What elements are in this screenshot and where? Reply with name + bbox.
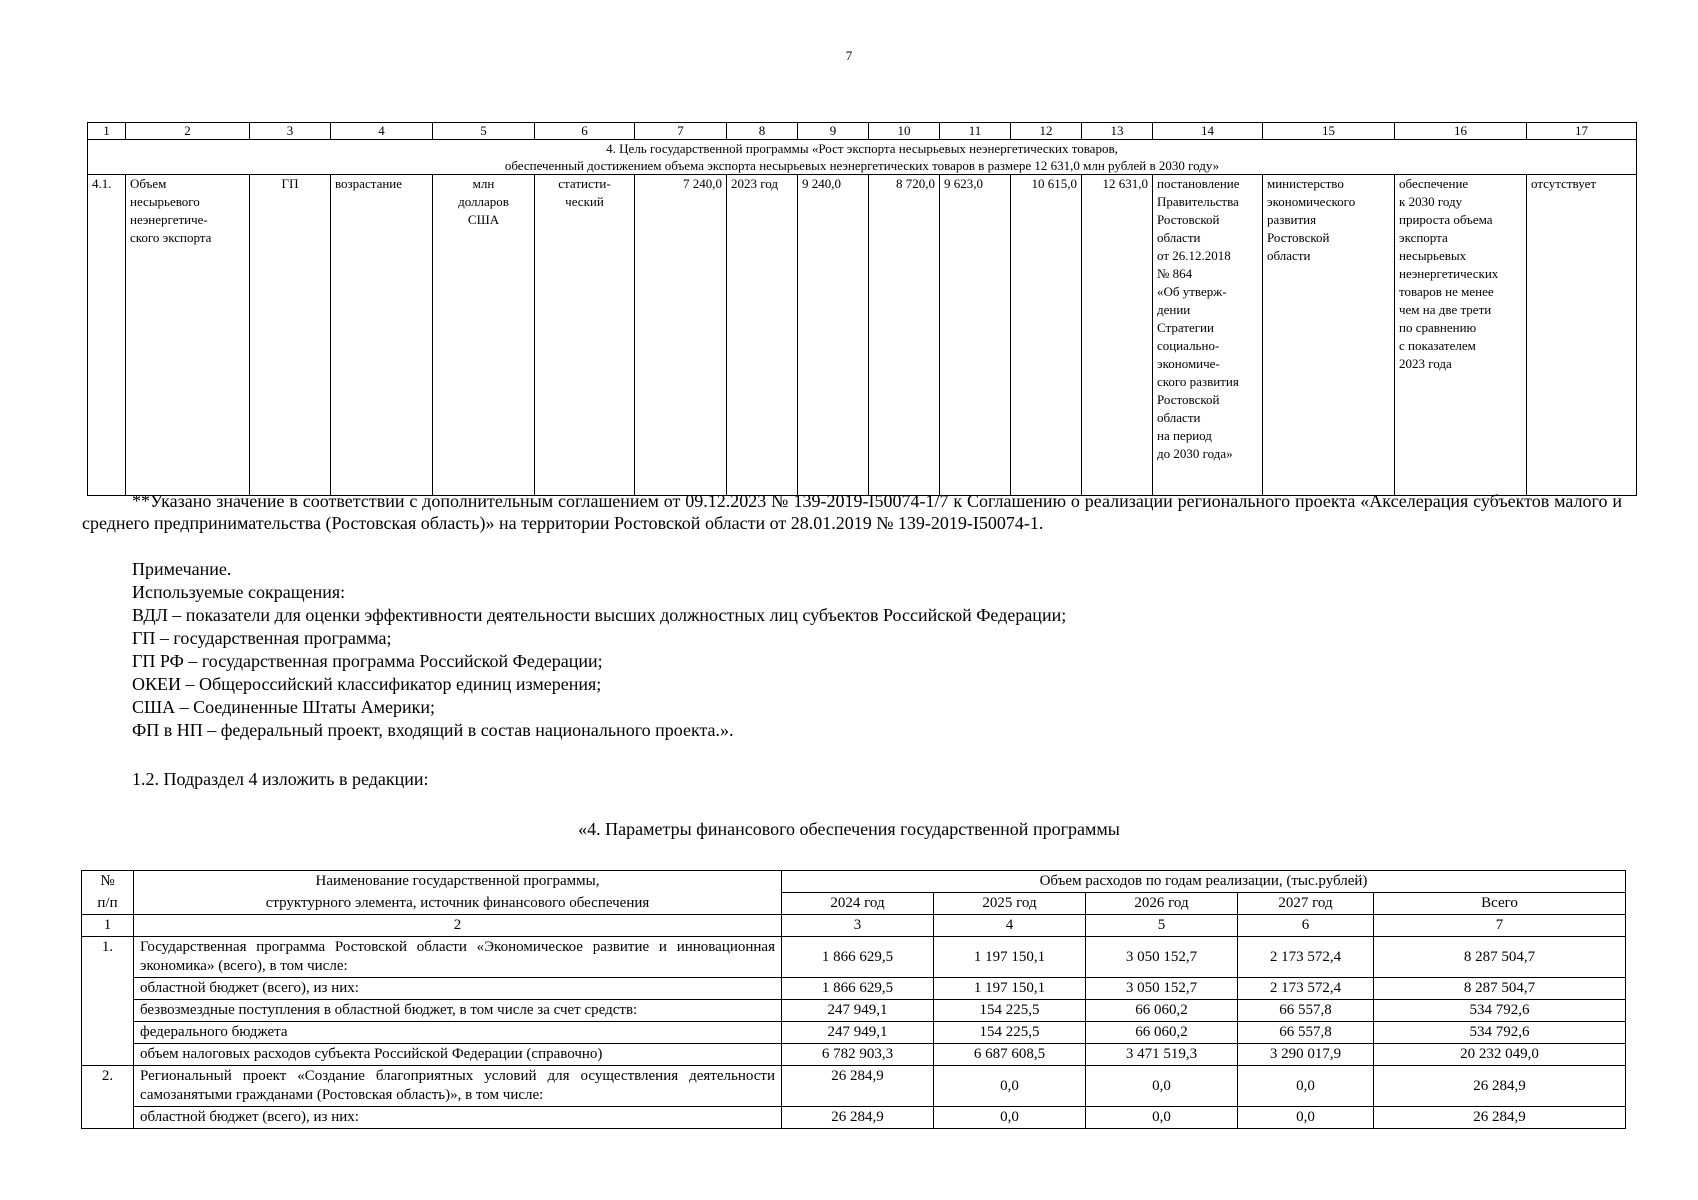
value-cell: 26 284,9 <box>1374 1066 1626 1107</box>
col-num: 16 <box>1395 123 1527 140</box>
text-line: статисти- <box>558 176 611 191</box>
row-name: безвозмездные поступления в областной бюджет, в том числе за счет средств: <box>134 1000 782 1022</box>
base-year: 2023 год <box>727 175 798 496</box>
text-line: экономиче- <box>1157 356 1220 371</box>
info-cell: отсутствует <box>1527 175 1637 496</box>
col-num: 7 <box>1374 915 1626 937</box>
text-line: экспорта <box>1399 230 1448 245</box>
col-num: 17 <box>1527 123 1637 140</box>
table-row <box>82 1022 1626 1044</box>
text-line: Ростовской <box>1157 212 1220 227</box>
abbreviation-item: ВДЛ – показатели для оценки эффективности деятельности высших должностных лиц субъектов Российской Федерации; <box>132 605 1067 625</box>
col-num: 3 <box>250 123 331 140</box>
column-number-row <box>88 123 1637 140</box>
indicator-name <box>126 175 250 496</box>
col-num: 5 <box>1086 915 1238 937</box>
text-line: Ростовской <box>1157 392 1220 407</box>
goal-row <box>88 140 1637 175</box>
value-cell: 8 287 504,7 <box>1374 937 1626 978</box>
header-total: Всего <box>1374 893 1626 915</box>
col-num: 1 <box>88 123 126 140</box>
finance-table <box>81 870 1626 1129</box>
text-line: чем на две трети <box>1399 302 1492 317</box>
abbreviation-item: ГП РФ – государственная программа Российской Федерации; <box>132 651 603 671</box>
header-year: 2025 год <box>934 893 1086 915</box>
text-line: развития <box>1267 212 1317 227</box>
goal-title-line: 4. Цель государственной программы «Рост экспорта несырьевых неэнергетических товаров, <box>606 141 1118 156</box>
indicator-row <box>88 175 1637 496</box>
text-line: Ростовской <box>1267 230 1330 245</box>
value-cell: 8 287 504,7 <box>1374 978 1626 1000</box>
text-line: дении <box>1157 302 1191 317</box>
value-cell: 8 720,0 <box>869 175 940 496</box>
value-cell: 0,0 <box>1238 1107 1374 1129</box>
abbreviations-block <box>132 558 1066 742</box>
text-line: несырьевых <box>1399 248 1467 263</box>
value-cell: 1 197 150,1 <box>934 937 1086 978</box>
text-line: товаров не менее <box>1399 284 1494 299</box>
row-name: областной бюджет (всего), из них: <box>134 978 782 1000</box>
value-cell: 3 050 152,7 <box>1086 937 1238 978</box>
abbreviation-item: ФП в НП – федеральный проект, входящий в состав национального проекта.». <box>132 720 734 740</box>
value-cell: 247 949,1 <box>782 1022 934 1044</box>
header-name: Наименование государственной программы, <box>134 871 782 893</box>
column-number-row <box>82 915 1626 937</box>
value-cell: 6 687 608,5 <box>934 1044 1086 1066</box>
text-line: несырьевого <box>130 194 200 209</box>
text-line: Правительства <box>1157 194 1239 209</box>
col-num: 4 <box>331 123 433 140</box>
indicator-unit <box>433 175 535 496</box>
col-num: 10 <box>869 123 940 140</box>
header-num: п/п <box>82 893 134 915</box>
value-cell: 3 050 152,7 <box>1086 978 1238 1000</box>
indicator-number: 4.1. <box>88 175 126 496</box>
col-num: 11 <box>940 123 1011 140</box>
table-row <box>82 1000 1626 1022</box>
value-cell: 2 173 572,4 <box>1238 937 1374 978</box>
value-cell: 26 284,9 <box>1374 1107 1626 1129</box>
value-cell: 26 284,9 <box>782 1107 934 1129</box>
value-cell: 66 060,2 <box>1086 1000 1238 1022</box>
text-line: долларов <box>458 194 509 209</box>
value-cell: 3 290 017,9 <box>1238 1044 1374 1066</box>
finance-table-title: «4. Параметры финансового обеспечения государственной программы <box>578 819 1120 839</box>
indicator-level: ГП <box>250 175 331 496</box>
text-line: ческий <box>565 194 604 209</box>
table-row <box>82 1044 1626 1066</box>
header-row <box>82 871 1626 893</box>
value-cell: 6 782 903,3 <box>782 1044 934 1066</box>
row-number: 1. <box>82 937 134 1066</box>
value-cell: 154 225,5 <box>934 1022 1086 1044</box>
col-num: 9 <box>798 123 869 140</box>
value-cell: 154 225,5 <box>934 1000 1086 1022</box>
indicator-trend: возрастание <box>331 175 433 496</box>
header-row <box>82 893 1626 915</box>
col-num: 8 <box>727 123 798 140</box>
text-line: социально- <box>1157 338 1220 353</box>
col-num: 4 <box>934 915 1086 937</box>
value-cell: 1 866 629,5 <box>782 937 934 978</box>
value-cell: 0,0 <box>1086 1107 1238 1129</box>
value-cell: 9 240,0 <box>798 175 869 496</box>
value-cell: 534 792,6 <box>1374 1000 1626 1022</box>
text-line: млн <box>472 176 495 191</box>
text-line: министерство <box>1267 176 1344 191</box>
row-name: областной бюджет (всего), из них: <box>134 1107 782 1129</box>
value-cell: 3 471 519,3 <box>1086 1044 1238 1066</box>
value-cell: 247 949,1 <box>782 1000 934 1022</box>
text-line: с показателем <box>1399 338 1476 353</box>
row-number: 2. <box>82 1066 134 1129</box>
responsible-cell <box>1263 175 1395 496</box>
row-name: объем налоговых расходов субъекта Российской Федерации (справочно) <box>134 1044 782 1066</box>
value-cell: 0,0 <box>1238 1066 1374 1107</box>
text-line: неэнергетиче- <box>130 212 208 227</box>
indicators-table <box>87 122 1637 496</box>
text-line: области <box>1157 230 1201 245</box>
col-num: 3 <box>782 915 934 937</box>
base-value: 7 240,0 <box>635 175 727 496</box>
text-line: по сравнению <box>1399 320 1477 335</box>
col-num: 13 <box>1082 123 1153 140</box>
footnote: **Указано значение в соответствии с дополнительным соглашением от 09.12.2023 № 139-2019-I50074-1/7 к Соглашению о реализации регионального проекта «Акселерация субъектов малого и среднего предпринимательства (Ростовская область)» на территории Ростовской области от 28.01.2019 № 139-2019-I50074-1. <box>82 491 1622 533</box>
value-cell: 0,0 <box>934 1107 1086 1129</box>
text-line: к 2030 году <box>1399 194 1463 209</box>
text-line: области <box>1157 410 1201 425</box>
goal-title-line: обеспеченный достижением объема экспорта несырьевых неэнергетических товаров в размере 12 631,0 млн рублей в 2030 году» <box>504 158 1220 173</box>
header-num: № <box>82 871 134 893</box>
value-cell: 534 792,6 <box>1374 1022 1626 1044</box>
col-num: 15 <box>1263 123 1395 140</box>
row-name: Региональный проект «Создание благоприятных условий для осуществления деятельности самозанятыми гражданами (Ростовская область)», в том числе: <box>134 1066 782 1107</box>
value-cell: 1 197 150,1 <box>934 978 1086 1000</box>
text-line: № 864 <box>1157 266 1193 281</box>
col-num: 2 <box>126 123 250 140</box>
value-cell: 1 866 629,5 <box>782 978 934 1000</box>
value-cell: 66 557,8 <box>1238 1022 1374 1044</box>
value-cell: 9 623,0 <box>940 175 1011 496</box>
table-row <box>82 937 1626 978</box>
abbreviation-item: ГП – государственная программа; <box>132 628 392 648</box>
text-line: на период <box>1157 428 1212 443</box>
indicator-type <box>535 175 635 496</box>
value-cell: 10 615,0 <box>1011 175 1082 496</box>
value-cell: 0,0 <box>1086 1066 1238 1107</box>
row-name: федерального бюджета <box>134 1022 782 1044</box>
col-num: 5 <box>433 123 535 140</box>
text-line: ского экспорта <box>130 230 212 245</box>
col-num: 14 <box>1153 123 1263 140</box>
value-cell: 2 173 572,4 <box>1238 978 1374 1000</box>
text-line: неэнергетических <box>1399 266 1499 281</box>
text-line: ского развития <box>1157 374 1239 389</box>
header-name: структурного элемента, источник финансового обеспечения <box>134 893 782 915</box>
text-line: прироста объема <box>1399 212 1493 227</box>
value-cell: 66 060,2 <box>1086 1022 1238 1044</box>
table-row <box>82 1107 1626 1129</box>
col-num: 6 <box>1238 915 1374 937</box>
subsection-text: 1.2. Подраздел 4 изложить в редакции: <box>132 769 429 789</box>
text-line: постановление <box>1157 176 1240 191</box>
text-line: от 26.12.2018 <box>1157 248 1231 263</box>
value-cell: 20 232 049,0 <box>1374 1044 1626 1066</box>
text-line: до 2030 года» <box>1157 446 1233 461</box>
value-cell: 66 557,8 <box>1238 1000 1374 1022</box>
text-line: Объем <box>130 176 167 191</box>
document-cell <box>1153 175 1263 496</box>
col-num: 2 <box>134 915 782 937</box>
header-volume: Объем расходов по годам реализации, (тыс.рублей) <box>782 871 1626 893</box>
text-line: Стратегии <box>1157 320 1214 335</box>
link-cell <box>1395 175 1527 496</box>
abbreviation-item: США – Соединенные Штаты Америки; <box>132 697 436 717</box>
col-num: 6 <box>535 123 635 140</box>
text-line: «Об утверж- <box>1157 284 1227 299</box>
text-line: США <box>467 212 500 227</box>
header-year: 2024 год <box>782 893 934 915</box>
table-row <box>82 978 1626 1000</box>
page-number: 7 <box>845 48 853 63</box>
value-cell: 12 631,0 <box>1082 175 1153 496</box>
text-line: экономического <box>1267 194 1356 209</box>
abbreviation-item: ОКЕИ – Общероссийский классификатор единиц измерения; <box>132 674 602 694</box>
note-title: Примечание. <box>132 559 232 579</box>
text-line: области <box>1267 248 1311 263</box>
col-num: 7 <box>635 123 727 140</box>
header-year: 2026 год <box>1086 893 1238 915</box>
row-name: Государственная программа Ростовской области «Экономическое развитие и инновационная экономика» (всего), в том числе: <box>134 937 782 978</box>
value-cell: 26 284,9 <box>782 1066 934 1107</box>
table-row <box>82 1066 1626 1107</box>
header-year: 2027 год <box>1238 893 1374 915</box>
text-line: 2023 года <box>1399 356 1452 371</box>
value-cell: 0,0 <box>934 1066 1086 1107</box>
col-num: 1 <box>82 915 134 937</box>
text-line: обеспечение <box>1399 176 1469 191</box>
col-num: 12 <box>1011 123 1082 140</box>
abbreviations-subtitle: Используемые сокращения: <box>132 582 346 602</box>
